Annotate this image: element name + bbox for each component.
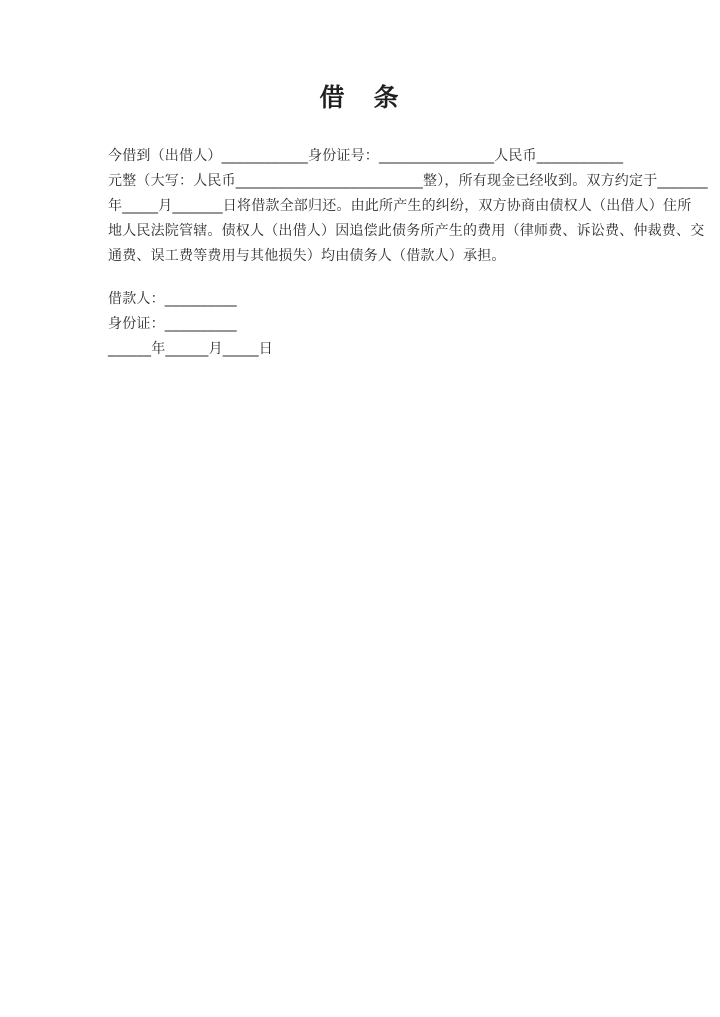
signature-borrower-line: 借款人：__________ [108,291,237,307]
body-line-3: 年_____月_______日将借款全部归还。由此所产生的纠纷，双方协商由债权人（出借人）住所 [108,198,692,214]
body-line-1: 今借到（出借人）____________身份证号：________________人民币____________ [108,148,624,164]
document-title: 借 条 [319,83,401,112]
body-line-2: 元整（大写：人民币__________________________整），所有现金已经收到。双方约定于_______ [108,173,708,189]
signature-id-card-line: 身份证：__________ [108,316,237,332]
document-body-paragraph [108,144,708,269]
signature-date-line: ______年______月_____日 [108,341,273,357]
body-line-4: 地人民法院管辖。债权人（出借人）因追偿此债务所产生的费用（律师费、诉讼费、仲裁费、交 [108,223,705,239]
body-line-5: 通费、误工费等费用与其他损失）均由债务人（借款人）承担。 [108,248,506,264]
signature-block [108,287,612,362]
